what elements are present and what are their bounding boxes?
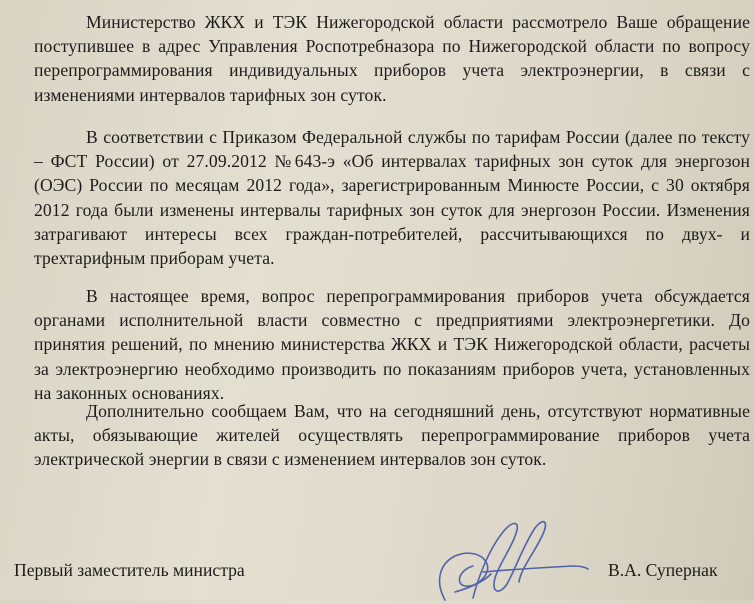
signature-line [0,560,754,590]
signatory-name: В.А. Супернак [608,560,718,580]
letter-paragraph-3: В настоящее время, вопрос перепрограммирования приборов учета обсуждается органами исполнительной власти совместно с предприятиями электроэнергетики. До принятия решений, по мнению министерства ЖКХ и ТЭК Нижегородской области, расчеты за электроэнергию необходимо производить по показаниям приборов учета, установленных на законных основаниях. [34,286,750,403]
letter-paragraph-2: В соответствии с Приказом Федеральной службы по тарифам России (далее по тексту – ФСТ России) от 27.09.2012 №643-э «Об интервалах тарифных зон суток для энергозон (ОЭС) России по месяцам 2012 года», зарегистрированным Минюсте России, с 30 октября 2012 года были изменены интервалы тарифных зон суток для энергозон России. Изменения затрагивают интересы всех граждан-потребителей, рассчитывающихся по двух- и трехтарифным приборам учета. [34,127,750,269]
handwritten-signature [425,512,590,604]
letter-paragraph-4: Дополнительно сообщаем Вам, что на сегодняшний день, отсутствуют нормативные акты, обязывающие жителей осуществлять перепрограммирование приборов учета электрической энергии в связи с изменением интервалов зон суток. [34,401,750,470]
letter-paragraph-1: Министерство ЖКХ и ТЭК Нижегородской области рассмотрело Ваше обращение поступившее в адрес Управления Роспотребназора по Нижегородской области по вопросу перепрограммирования индивидуальных приборов учета электроэнергии, в связи с изменениями интервалов тарифных зон суток. [34,12,750,105]
signatory-title: Первый заместитель министра [14,560,245,580]
